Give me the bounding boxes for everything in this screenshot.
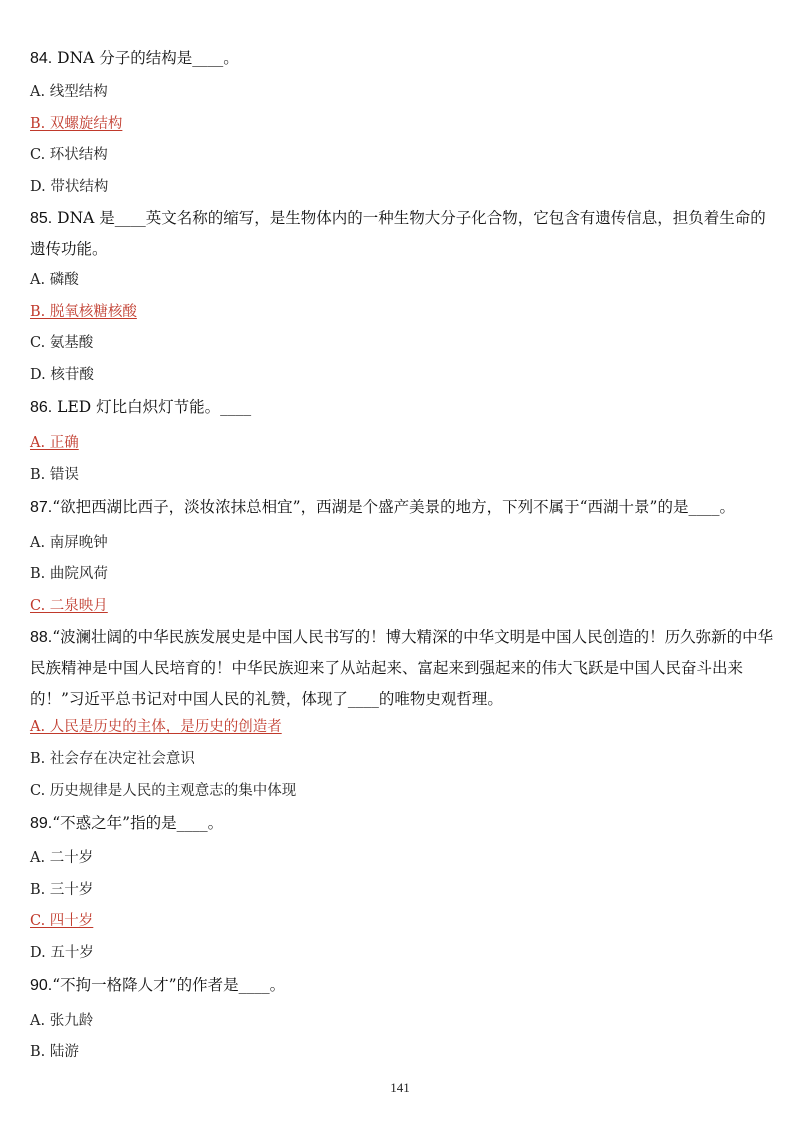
option-85-b-correct: B. 脱氧核糖核酸 xyxy=(30,304,137,320)
option-88-a-correct: A. 人民是历史的主体，是历史的创造者 xyxy=(30,719,282,735)
option-89-d: D. 五十岁 xyxy=(30,945,94,961)
question-number: 86. xyxy=(30,399,53,416)
question-86 xyxy=(30,392,775,423)
question-84 xyxy=(30,43,775,74)
option-86-a-correct: A. 正确 xyxy=(30,435,79,451)
option-85-c: C. 氨基酸 xyxy=(30,335,94,351)
question-text: DNA 是____英文名称的缩写，是生物体内的一种生物大分子化合物，它包含有遗传信息，担负着生命的遗传功能。 xyxy=(30,209,766,258)
option-85-a: A. 磷酸 xyxy=(30,272,79,288)
option-89-a: A. 二十岁 xyxy=(30,850,94,866)
option-84-d: D. 带状结构 xyxy=(30,179,109,195)
question-87 xyxy=(30,492,775,523)
option-84-a: A. 线型结构 xyxy=(30,84,108,100)
question-89 xyxy=(30,808,775,839)
option-87-a: A. 南屏晚钟 xyxy=(30,535,108,551)
question-number: 89. xyxy=(30,815,53,832)
question-90 xyxy=(30,970,775,1001)
question-88 xyxy=(30,622,775,715)
option-88-b: B. 社会存在决定社会意识 xyxy=(30,751,195,767)
question-text: “不拘一格降人才”的作者是____。 xyxy=(52,976,286,994)
question-number: 87. xyxy=(30,499,53,516)
question-85 xyxy=(30,203,775,265)
option-87-c-correct: C. 二泉映月 xyxy=(30,598,108,614)
question-text: “波澜壮阔的中华民族发展史是中国人民书写的！博大精深的中华文明是中国人民创造的！历久弥新的中华民族精神是中国人民培育的！中华民族迎来了从站起来、富起来到强起来的伟大飞跃是中国人民奋斗出来的！”习近平总书记对中国人民的礼赞，体现了____的唯物史观哲理。 xyxy=(30,628,774,708)
page-number: 141 xyxy=(390,1080,410,1095)
option-90-a: A. 张九龄 xyxy=(30,1013,94,1029)
option-85-d: D. 核苷酸 xyxy=(30,367,94,383)
option-86-b: B. 错误 xyxy=(30,467,79,483)
option-89-b: B. 三十岁 xyxy=(30,882,94,898)
question-number: 88. xyxy=(30,629,53,646)
option-84-c: C. 环状结构 xyxy=(30,147,108,163)
question-text: LED 灯比白炽灯节能。____ xyxy=(52,398,252,416)
option-88-c: C. 历史规律是人民的主观意志的集中体现 xyxy=(30,783,297,799)
question-number: 84. xyxy=(30,50,53,67)
option-84-b-correct: B. 双螺旋结构 xyxy=(30,116,123,132)
question-number: 85. xyxy=(30,210,53,227)
question-text: “欲把西湖比西子，淡妆浓抹总相宜”，西湖是个盛产美景的地方，下列不属于“西湖十景”的是____。 xyxy=(52,498,735,516)
option-90-b: B. 陆游 xyxy=(30,1044,79,1060)
question-text: “不惑之年”指的是____。 xyxy=(52,814,224,832)
option-89-c-correct: C. 四十岁 xyxy=(30,913,94,929)
question-number: 90. xyxy=(30,977,53,994)
option-87-b: B. 曲院风荷 xyxy=(30,566,108,582)
question-text: DNA 分子的结构是____。 xyxy=(52,49,239,67)
